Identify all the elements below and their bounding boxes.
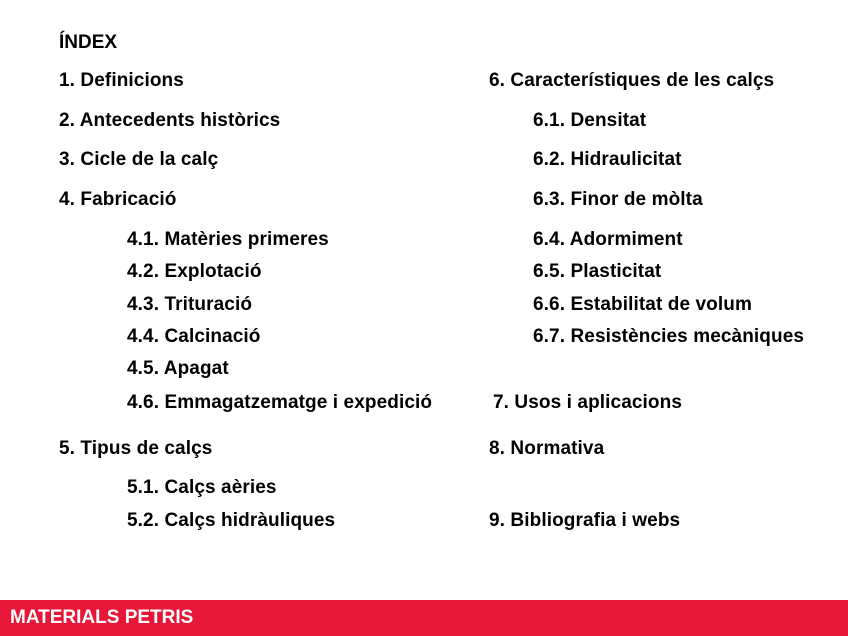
index-title: ÍNDEX [59, 32, 118, 53]
toc-item-6-3: 6.3. Finor de mòlta [533, 189, 703, 210]
toc-item-6-1: 6.1. Densitat [533, 110, 647, 131]
toc-item-5-2: 5.2. Calçs hidràuliques [127, 510, 336, 531]
toc-item-6-4: 6.4. Adormiment [533, 229, 683, 250]
toc-item-7: 7. Usos i aplicacions [493, 392, 683, 413]
footer-bar [0, 600, 848, 636]
toc-item-4-2: 4.2. Explotació [127, 261, 262, 282]
toc-item-4-1: 4.1. Matèries primeres [127, 229, 329, 250]
toc-item-6-6: 6.6. Estabilitat de volum [533, 294, 752, 315]
toc-item-4-3: 4.3. Trituració [127, 294, 253, 315]
toc-item-5: 5. Tipus de calçs [59, 438, 213, 459]
toc-item-6-5: 6.5. Plasticitat [533, 261, 662, 282]
toc-item-6-2: 6.2. Hidraulicitat [533, 149, 682, 170]
toc-item-8: 8. Normativa [489, 438, 605, 459]
footer-label: MATERIALS PETRIS [10, 607, 194, 628]
toc-item-4-6: 4.6. Emmagatzematge i expedició [127, 392, 433, 413]
toc-item-1: 1. Definicions [59, 70, 184, 91]
toc-item-4-5: 4.5. Apagat [127, 358, 229, 379]
toc-item-2: 2. Antecedents històrics [59, 110, 281, 131]
toc-item-6: 6. Característiques de les calçs [489, 70, 775, 91]
toc-item-4: 4. Fabricació [59, 189, 177, 210]
toc-item-9: 9. Bibliografia i webs [489, 510, 681, 531]
toc-item-3: 3. Cicle de la calç [59, 149, 219, 170]
toc-item-5-1: 5.1. Calçs aèries [127, 477, 277, 498]
toc-item-4-4: 4.4. Calcinació [127, 326, 261, 347]
toc-item-6-7: 6.7. Resistències mecàniques [533, 326, 805, 347]
